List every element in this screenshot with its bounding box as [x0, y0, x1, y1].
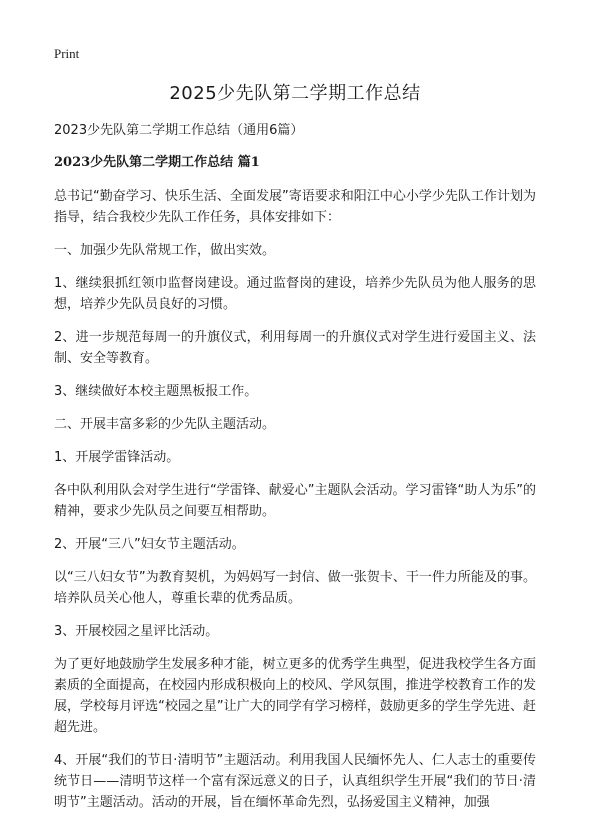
paragraph-item-2-1-body: 各中队利用队会对学生进行“学雷锋、献爱心”主题队会活动。学习雷锋“助人为乐”的精神，要求少先队员之间要互相帮助。: [54, 483, 536, 519]
paragraph-heading-2: 二、开展丰富多彩的少先队主题活动。: [54, 417, 276, 432]
paragraph-item-1-3: 3、继续做好本校主题黑板报工作。: [54, 384, 258, 399]
paragraph-intro: 总书记“勤奋学习、快乐生活、全面发展”寄语要求和阳江中心小学少先队工作计划为指导，结合我校少先队工作任务，具体安排如下：: [54, 189, 536, 225]
paragraph-item-2-1: 1、开展学雷锋活动。: [54, 450, 180, 465]
paragraph-item-1-1: 1、继续狠抓红领巾监督岗建设。通过监督岗的建设，培养少先队员为他人服务的思想，培养少先队员良好的习惯。: [54, 276, 536, 312]
paragraph-item-2-3-body: 为了更好地鼓励学生发展多种才能，树立更多的优秀学生典型，促进我校学生各方面素质的全面提高，在校园内形成积极向上的校风、学风氛围，推进学校教育工作的发展，学校每月评选“校园之星”让广大的同学有学习榜样，鼓励更多的学生学先进、赶超先进。: [54, 657, 536, 735]
paragraph-item-2-3: 3、开展校园之星评比活动。: [54, 624, 219, 639]
paragraph-item-2-2: 2、开展“三八”妇女节主题活动。: [54, 537, 245, 552]
print-label: Print: [54, 46, 80, 61]
section-heading: 2023少先队第二学期工作总结 篇1: [54, 155, 260, 170]
document-title: 2025少先队第二学期工作总结: [169, 83, 421, 104]
document-subtitle: 2023少先队第二学期工作总结（通用6篇）: [54, 123, 304, 138]
paragraph-item-2-2-body: 以“三八妇女节”为教育契机，为妈妈写一封信、做一张贺卡、干一件力所能及的事。培养队员关心他人，尊重长辈的优秀品质。: [54, 570, 536, 606]
paragraph-item-1-2: 2、进一步规范每周一的升旗仪式，利用每周一的升旗仪式对学生进行爱国主义、法制、安全等教育。: [54, 330, 536, 366]
paragraph-heading-1: 一、加强少先队常规工作，做出实效。: [54, 243, 276, 258]
paragraph-item-2-4: 4、开展“我们的节日·清明节”主题活动。利用我国人民缅怀先人、仁人志士的重要传统节日——清明节这样一个富有深远意义的日子，认真组织学生开展“我们的节日·清明节”主题活动。活动的开展，旨在缅怀革命先烈，弘扬爱国主义精神，加强: [54, 753, 536, 810]
